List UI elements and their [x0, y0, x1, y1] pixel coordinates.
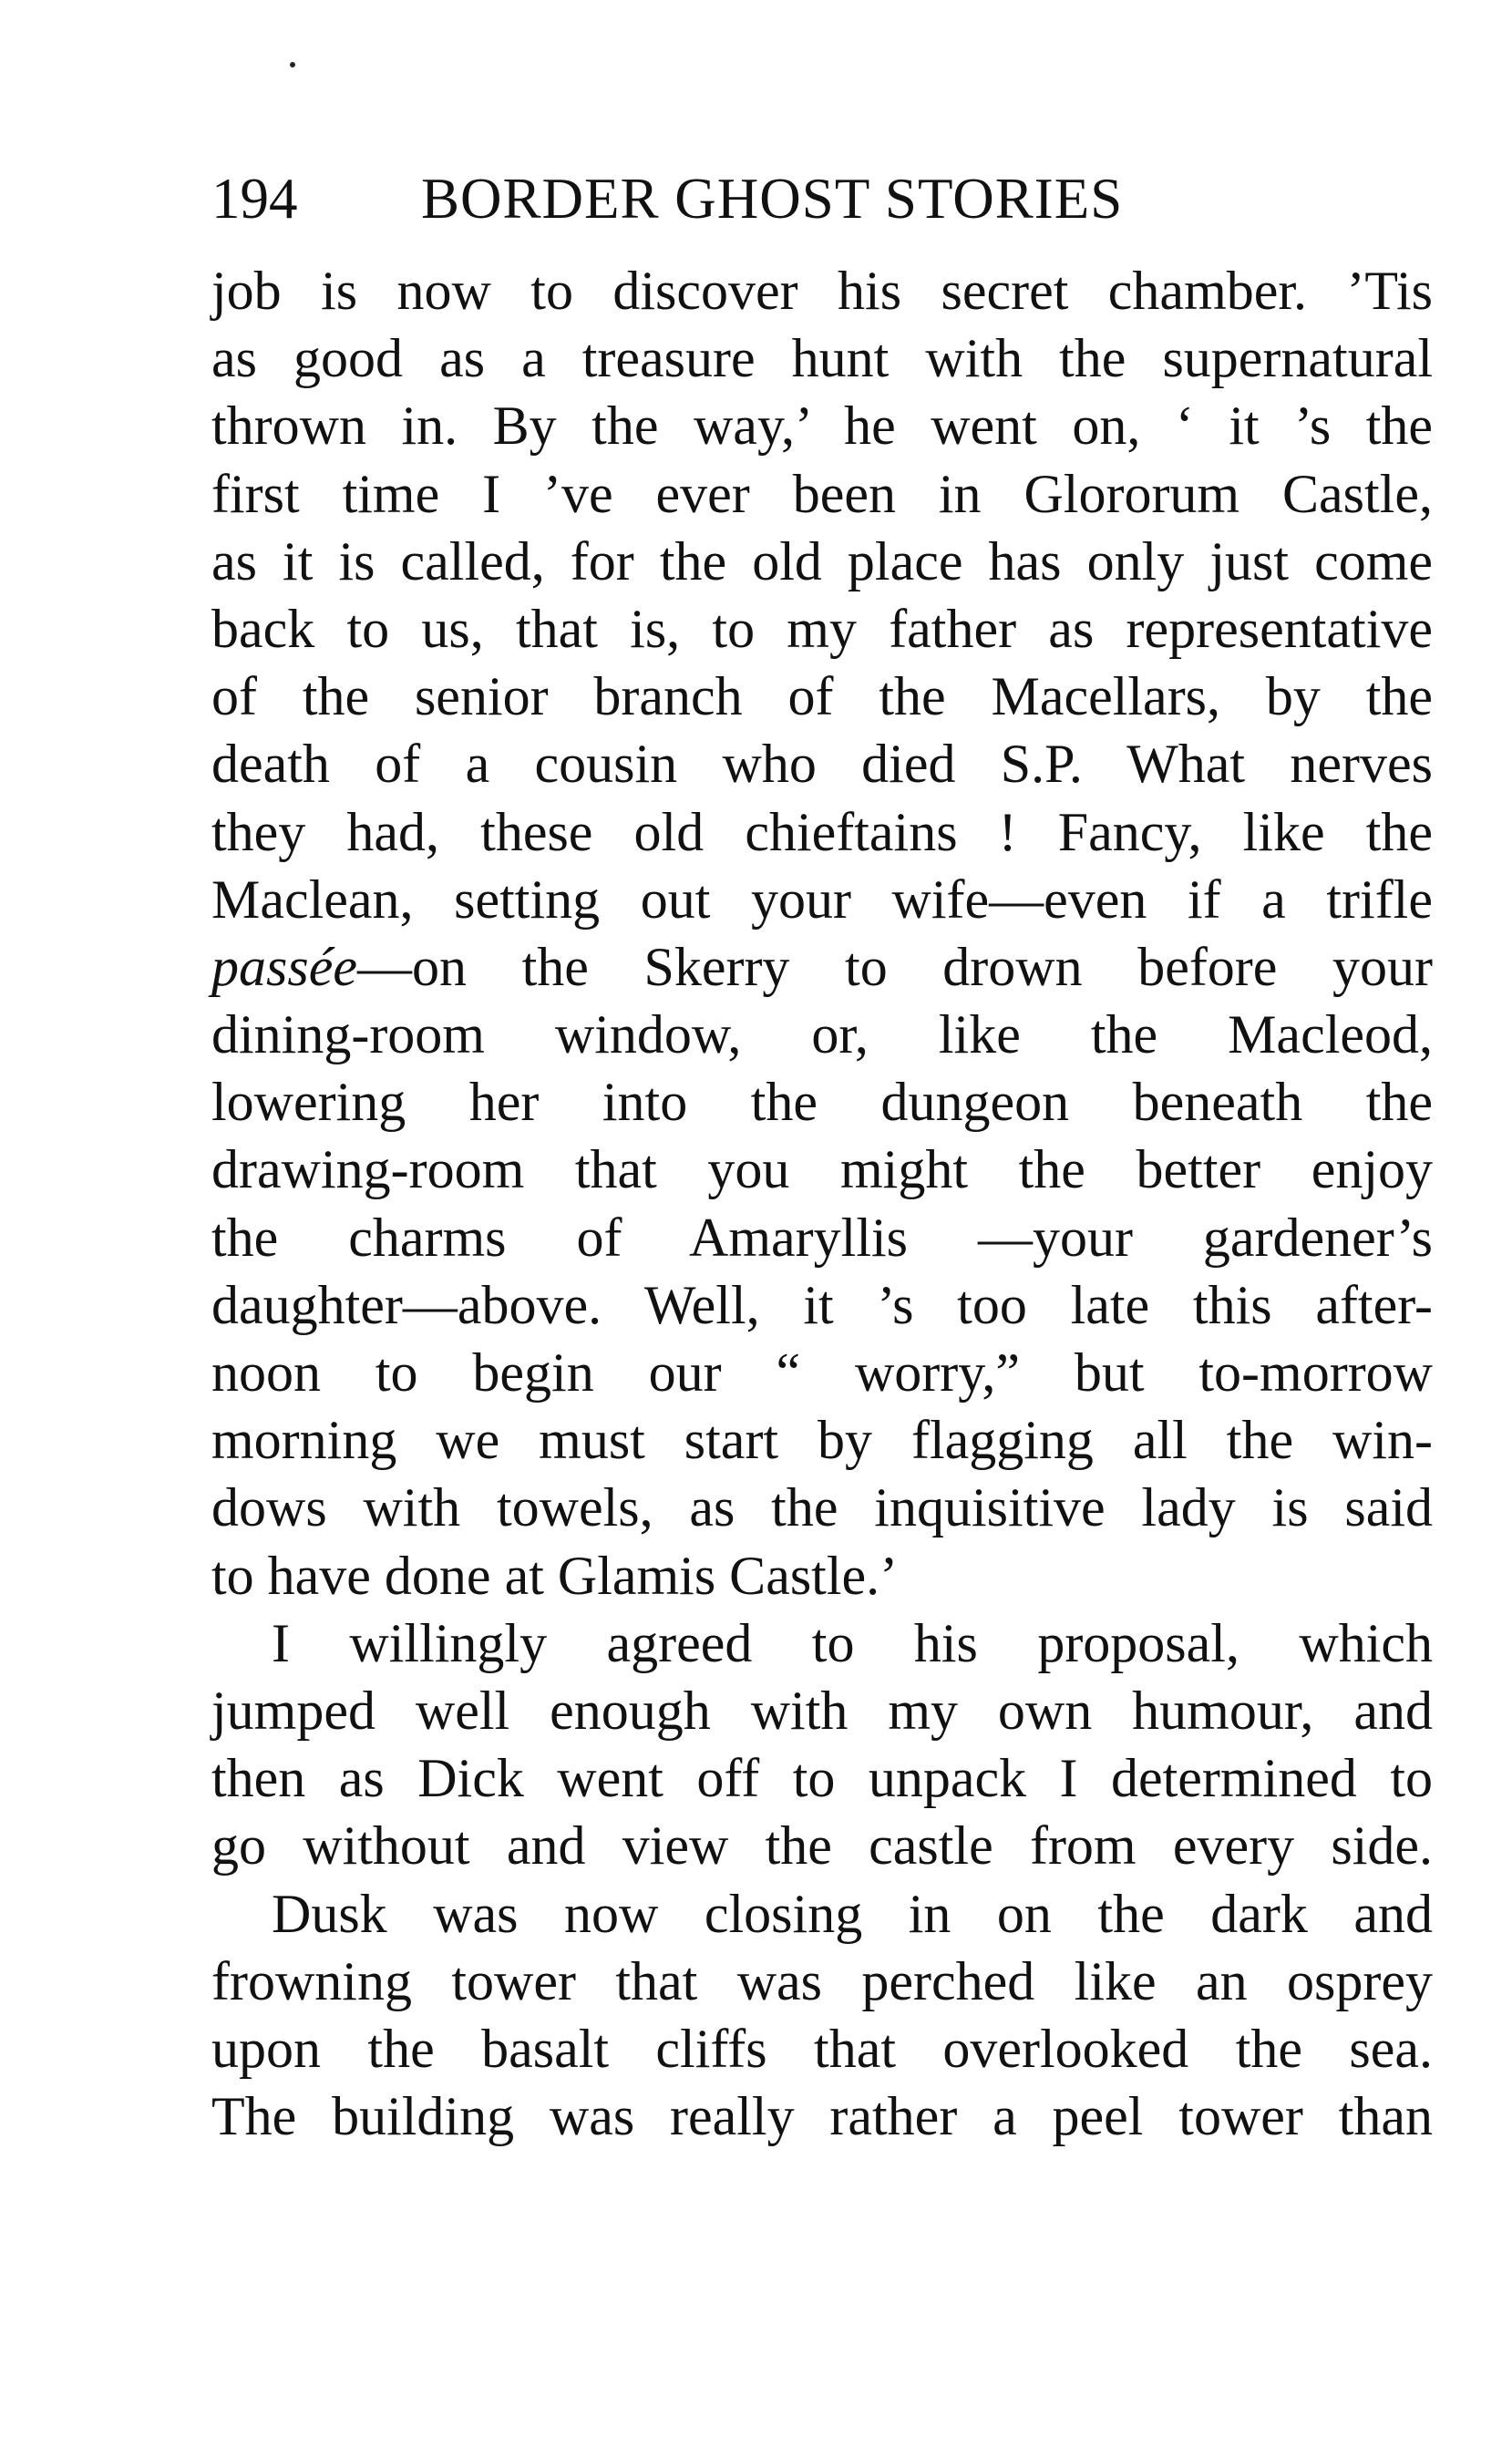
text-line: [211, 933, 1433, 1001]
text-line: Maclean, setting out your wife—even if a trifle: [211, 869, 1433, 930]
italic-word: passée: [211, 936, 357, 997]
text-line-rest: —on the Skerry to drown before your: [356, 936, 1433, 997]
text-line: lowering her into the dungeon beneath the: [211, 1072, 1433, 1133]
text-line: first time I ’ve ever been in Glororum Castle,: [211, 463, 1433, 524]
text-line: the charms of Amaryllis —your gardener’s: [211, 1207, 1433, 1268]
text-line: as it is called, for the old place has only just come: [211, 530, 1433, 591]
text-line: The building was really rather a peel tower than: [211, 2086, 1433, 2147]
page-speck: [290, 62, 295, 67]
text-line: morning we must start by flagging all the win-: [211, 1410, 1433, 1471]
page-number: 194: [211, 167, 298, 231]
text-line: go without and view the castle from every side.: [211, 1815, 1433, 1877]
text-line: dining-room window, or, like the Macleod,: [211, 1004, 1433, 1065]
text-line: as good as a treasure hunt with the supernatural: [211, 328, 1433, 389]
text-line: then as Dick went off to unpack I determined to: [211, 1748, 1433, 1809]
text-line: upon the basalt cliffs that overlooked the sea.: [211, 2018, 1433, 2079]
text-line: noon to begin our “ worry,” but to-morrow: [211, 1342, 1433, 1403]
text-line: daughter—above. Well, it ’s too late this after-: [211, 1274, 1433, 1335]
text-line: they had, these old chieftains ! Fancy, like the: [211, 801, 1433, 862]
text-line: of the senior branch of the Macellars, by the: [211, 666, 1433, 727]
text-line: thrown in. By the way,’ he went on, ‘ it ’s the: [211, 396, 1433, 457]
running-title: BORDER GHOST STORIES: [421, 167, 1124, 231]
text-line: dows with towels, as the inquisitive lady is said: [211, 1477, 1433, 1538]
text-line: death of a cousin who died S.P. What nerves: [211, 734, 1433, 795]
text-line: I willingly agreed to his proposal, which: [272, 1612, 1433, 1673]
text-line: job is now to discover his secret chamber. ’Tis: [211, 261, 1433, 321]
text-line: to have done at Glamis Castle.’: [211, 1545, 899, 1606]
page-header: [211, 162, 1433, 235]
body-text: [211, 257, 1433, 2150]
text-line: back to us, that is, to my father as representative: [211, 598, 1433, 659]
text-line: frowning tower that was perched like an osprey: [211, 1950, 1433, 2011]
text-line: drawing-room that you might the better enjoy: [211, 1139, 1433, 1200]
text-line: jumped well enough with my own humour, and: [211, 1680, 1433, 1741]
text-line: Dusk was now closing in on the dark and: [272, 1883, 1433, 1944]
